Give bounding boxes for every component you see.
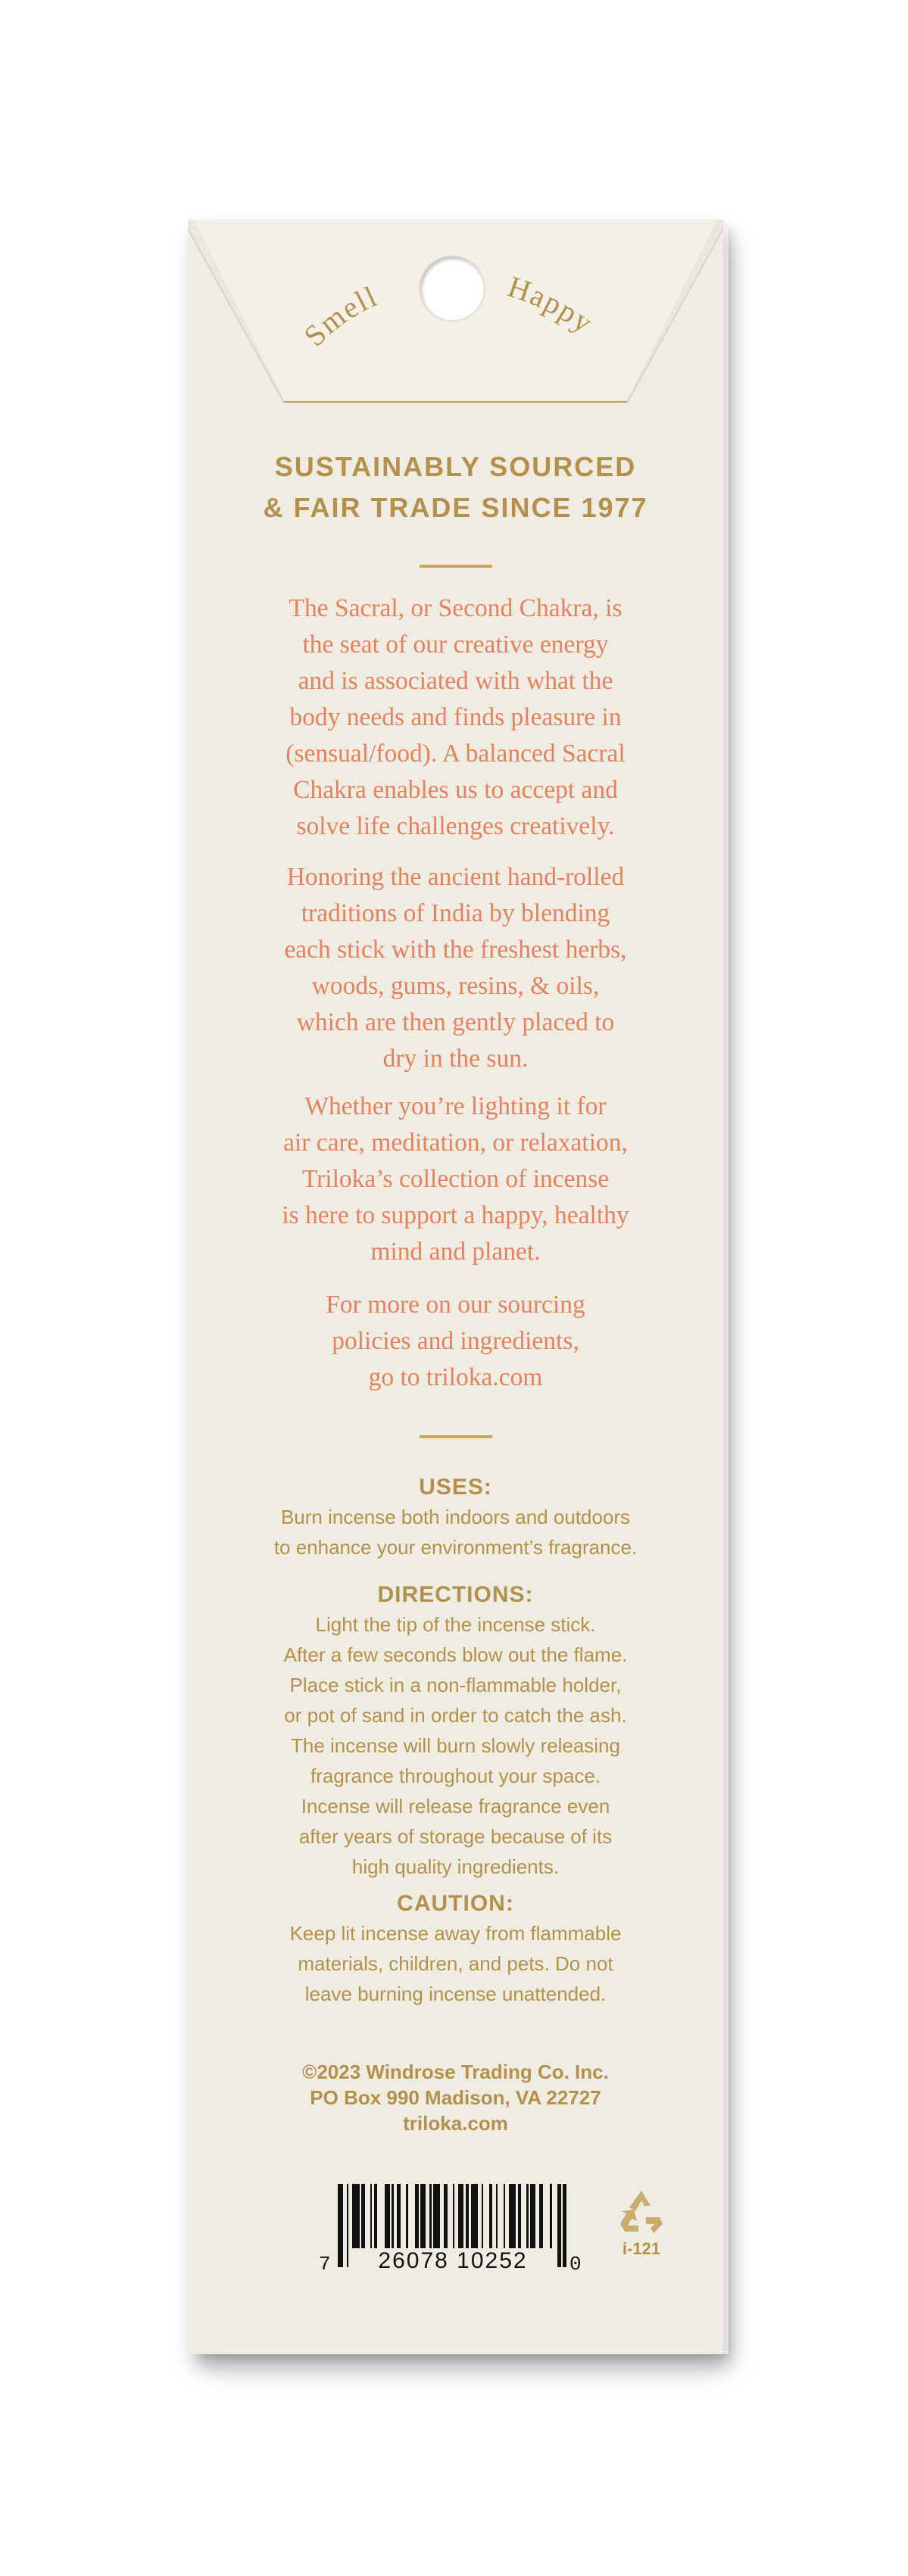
text-line: air care, meditation, or relaxation, — [283, 1129, 628, 1157]
flap-word-smell: Smell — [297, 279, 383, 354]
divider-top — [420, 565, 492, 568]
svg-text:Smell — [297, 279, 382, 353]
text-line: go to triloka.com — [368, 1363, 543, 1391]
text-line: Place stick in a non-flammable holder, — [289, 1674, 622, 1696]
text-line: Burn incense both indoors and outdoors — [280, 1506, 631, 1528]
text-line: Triloka’s collection of incense — [301, 1165, 610, 1193]
barcode-left-digit: 7 — [319, 2253, 331, 2275]
text-line: The Sacral, or Second Chakra, is — [289, 594, 622, 622]
text-line: which are then gently placed to — [296, 1008, 615, 1036]
text-line: to enhance your environment’s fragrance. — [273, 1536, 638, 1559]
company-info — [188, 2059, 723, 2136]
flap-divider — [284, 401, 627, 403]
text-line: woods, gums, resins, & oils, — [311, 972, 600, 1000]
text-line: Chakra enables us to accept and — [293, 776, 618, 804]
text-line: fragrance throughout your space. — [310, 1765, 601, 1787]
text-line: Incense will release fragrance even — [301, 1795, 610, 1818]
text-line: Keep lit incense away from flammable — [289, 1922, 622, 1945]
text-line: solve life challenges creatively. — [296, 812, 615, 840]
copyright-line: ©2023 Windrose Trading Co. Inc. — [302, 2060, 609, 2083]
text-line: leave burning incense unattended. — [304, 1983, 607, 2005]
website-line: triloka.com — [403, 2112, 508, 2135]
recycle-icon — [616, 2188, 667, 2236]
top-flap — [188, 220, 723, 416]
text-line: the seat of our creative energy — [302, 631, 609, 659]
barcode-bar — [338, 2184, 343, 2267]
text-line: After a few seconds blow out the flame. — [283, 1643, 628, 1666]
address-line: PO Box 990 Madison, VA 22727 — [310, 2086, 601, 2109]
headline — [188, 447, 723, 528]
headline-line-2: & FAIR TRADE SINCE 1977 — [263, 492, 648, 523]
incense-package-back — [188, 220, 723, 2354]
text-line: The incense will burn slowly releasing — [291, 1734, 620, 1757]
product-code: i-121 — [622, 2239, 661, 2258]
uses-heading: USES: — [419, 1475, 492, 1500]
text-line: For more on our sourcing — [326, 1291, 585, 1319]
flap-word-happy: Happy — [504, 269, 601, 341]
text-line: materials, children, and pets. Do not — [298, 1952, 613, 1975]
uses-text — [188, 1502, 723, 1562]
divider-middle — [420, 1435, 492, 1438]
text-line: high quality ingredients. — [351, 1855, 560, 1878]
text-line: and is associated with what the — [298, 667, 613, 695]
text-line: each stick with the freshest herbs, — [284, 936, 627, 964]
paragraph-whether — [188, 1089, 723, 1270]
text-line: after years of storage because of its — [298, 1825, 613, 1848]
text-line: or pot of sand in order to catch the ash. — [284, 1704, 627, 1727]
text-line: (sensual/food). A balanced Sacral — [286, 740, 626, 768]
barcode-bar — [563, 2184, 566, 2267]
directions-heading: DIRECTIONS: — [377, 1582, 534, 1607]
text-line: is here to support a happy, healthy — [282, 1201, 629, 1229]
text-line: Whether you’re lighting it for — [304, 1092, 607, 1120]
text-line: policies and ingredients, — [332, 1327, 579, 1355]
caution-text — [188, 1918, 723, 2009]
paragraph-honoring — [188, 859, 723, 1077]
text-line: Light the tip of the incense stick. — [315, 1613, 596, 1636]
text-line: traditions of India by blending — [301, 899, 610, 927]
directions-text — [188, 1609, 723, 1882]
barcode-right-digit: 0 — [569, 2253, 582, 2275]
smell-happy-arc — [188, 220, 723, 416]
text-line: body needs and finds pleasure in — [289, 703, 622, 731]
paragraph-more-info — [188, 1287, 723, 1396]
headline-line-1: SUSTAINABLY SOURCED — [274, 451, 637, 482]
caution-heading: CAUTION: — [397, 1891, 514, 1916]
text-line: dry in the sun. — [382, 1045, 529, 1073]
text-line: mind and planet. — [370, 1238, 541, 1266]
paragraph-sacral — [188, 590, 723, 845]
text-line: Honoring the ancient hand-rolled — [286, 863, 625, 891]
barcode-middle-digits: 26078 10252 — [351, 2248, 555, 2274]
svg-text:Happy — [504, 269, 600, 341]
